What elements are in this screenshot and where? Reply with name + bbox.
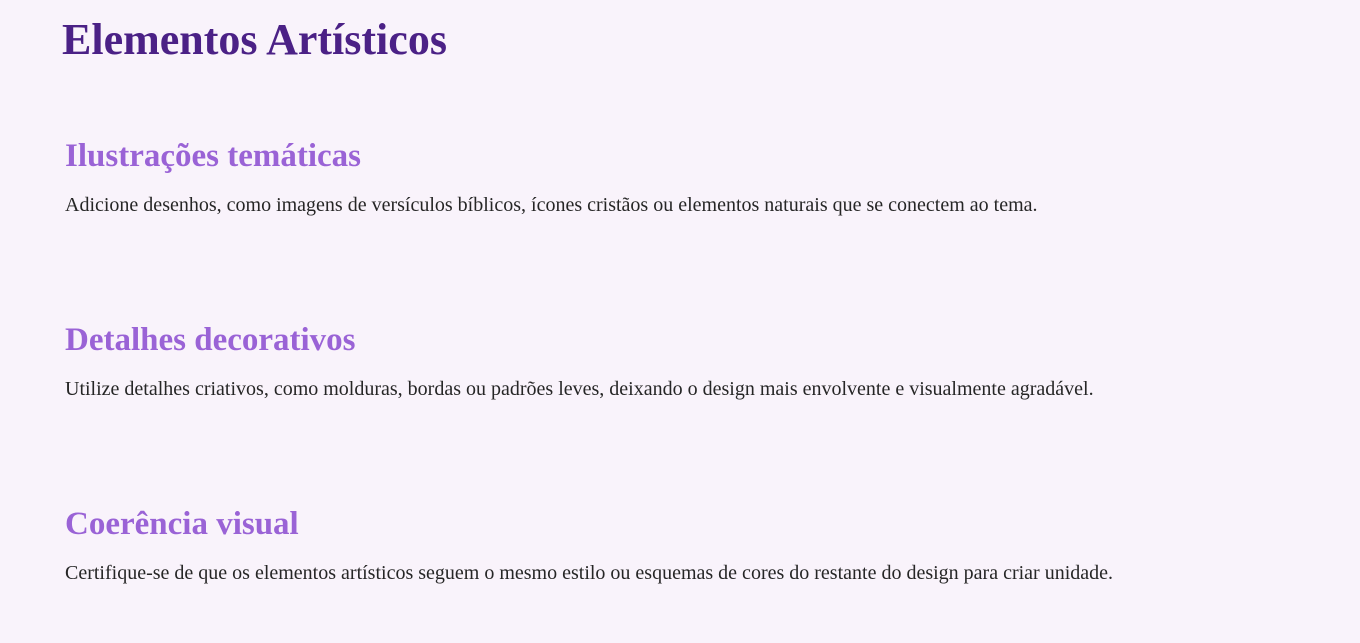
- section-text: Certifique-se de que os elementos artísticos seguem o mesmo estilo ou esquemas de cores do restante do design para criar unidade.: [65, 562, 1114, 584]
- section-coerencia-visual: [65, 504, 1305, 586]
- section-text: Utilize detalhes criativos, como molduras, bordas ou padrões leves, deixando o design mais envolvente e visualmente agradável.: [65, 378, 1094, 400]
- section-heading: Detalhes decorativos: [65, 322, 356, 358]
- section-heading: Ilustrações temáticas: [65, 138, 362, 174]
- section-heading: Coerência visual: [65, 506, 299, 542]
- page-title: Elementos Artísticos: [62, 15, 447, 64]
- section-detalhes-decorativos: [65, 320, 1305, 402]
- section-ilustracoes-tematicas: [65, 136, 1305, 218]
- section-text: Adicione desenhos, como imagens de versículos bíblicos, ícones cristãos ou elementos naturais que se conectem ao tema.: [65, 194, 1038, 216]
